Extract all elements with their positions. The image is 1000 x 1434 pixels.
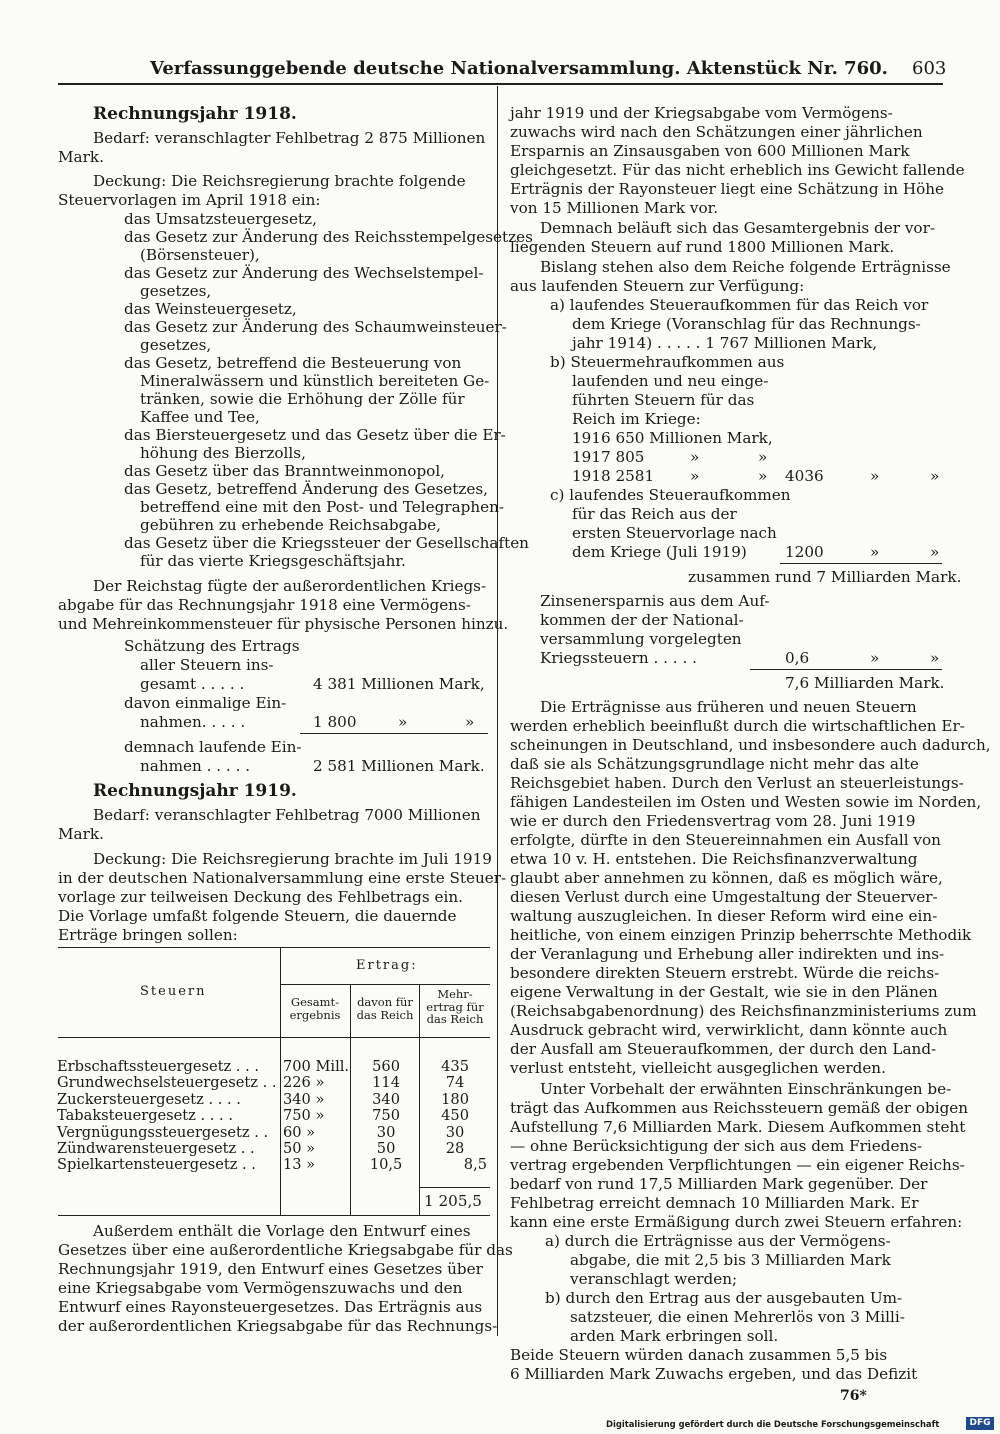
zins-line: kommen der der National-	[540, 611, 744, 629]
estimate-value-running: 2 581 Millionen Mark.	[313, 757, 485, 775]
reichstag-para-line-3: und Mehreinkommensteuer für physische Personen hinzu.	[58, 615, 509, 633]
header-rule	[58, 83, 943, 85]
discussion-line: scheinungen in Deutschland, und insbesondere auch dadurch,	[510, 736, 991, 754]
table-row	[54, 1157, 490, 1173]
addendum-line: Gesetzes über eine außerordentliche Kriegsabgabe für das	[58, 1241, 513, 1259]
tax-mehr: 180	[441, 1090, 469, 1108]
right-para-line: von 15 Millionen Mark vor.	[510, 199, 719, 217]
zins-value: 0,6	[785, 649, 810, 667]
law-list-line: das Gesetz zur Änderung des Wechselstempel-	[124, 264, 484, 282]
table-col-steuern: Steuern	[140, 984, 207, 999]
tax-mehr: 74	[445, 1074, 465, 1092]
discussion-line: eigene Verwaltung in der Gestalt, wie sie in den Plänen	[510, 983, 938, 1001]
estimate-value-total: 4 381 Millionen Mark,	[313, 675, 485, 693]
bedarf-1918-line-1: Bedarf: veranschlagter Fehlbetrag 2 875 Millionen	[93, 129, 486, 147]
discussion-line: (Reichsabgabenordnung) des Reichsfinanzministeriums zum	[510, 1002, 977, 1020]
reservation-line: bedarf von rund 17,5 Milliarden Mark gegenüber. Der	[510, 1175, 928, 1193]
tax-gesamt: 50 »	[282, 1140, 316, 1158]
law-list-line: betreffend eine mit den Post- und Telegraphen-	[140, 498, 505, 516]
ditto-mark: »	[930, 467, 940, 485]
reservation-line: Fehlbetrag erreicht demnach 10 Milliarden Mark. Er	[510, 1194, 919, 1212]
table-row	[54, 1125, 490, 1141]
addendum-line: der außerordentlichen Kriegsabgabe für das Rechnungs-	[58, 1317, 498, 1335]
tax-name: Zuckersteuergesetz . . . .	[57, 1090, 241, 1108]
tax-gesamt: 13 »	[282, 1156, 316, 1174]
table-top-rule	[58, 947, 490, 948]
law-list-line: das Gesetz über das Branntweinmonopol,	[124, 462, 445, 480]
addendum-line: eine Kriegsabgabe vom Vermögenszuwachs und den	[58, 1279, 463, 1297]
tax-gesamt: 60 »	[282, 1123, 316, 1141]
tax-reich: 560	[372, 1058, 400, 1075]
item-a-line: dem Kriege (Voranschlag für das Rechnungs-	[572, 315, 921, 333]
item-b-line: b) Steuermehraufkommen aus	[550, 353, 785, 371]
discussion-line: wie er durch den Friedensvertrag vom 28. Juni 1919	[510, 812, 916, 830]
table-col-mehr: Mehr-ertrag für das Reich	[426, 987, 484, 1026]
tax-reich: 750	[372, 1107, 400, 1125]
item-c-value: 1200	[785, 543, 824, 561]
dfg-logo: DFG	[966, 1417, 994, 1430]
discussion-line: daß sie als Schätzungsgrundlage nicht mehr das alte	[510, 755, 919, 773]
law-list-line: das Gesetz zur Änderung des Reichsstempelgesetzes	[124, 228, 533, 246]
estimate-label: Schätzung des Ertrags	[124, 637, 300, 655]
signature-mark: 76*	[840, 1388, 867, 1404]
item-a-line: jahr 1914) . . . . . 1 767 Millionen Mark,	[572, 334, 878, 352]
item-c-line: ersten Steuervorlage nach	[572, 524, 777, 542]
ditto-mark: »	[870, 649, 880, 667]
discussion-line: Ausdruck gebracht wird, verwirklicht, dann könnte auch	[510, 1021, 948, 1039]
deckung-1919-line: Erträge bringen sollen:	[58, 926, 238, 944]
table-bottom-rule	[58, 1215, 490, 1216]
item-a-line: a) laufendes Steueraufkommen für das Reich vor	[550, 296, 929, 314]
discussion-line: glaubt aber annehmen zu können, daß es möglich wäre,	[510, 869, 943, 887]
addendum-line: Außerdem enthält die Vorlage den Entwurf eines	[93, 1222, 471, 1240]
law-list-line: Kaffee und Tee,	[140, 408, 260, 426]
zusammen-line: zusammen rund 7 Milliarden Mark.	[688, 568, 962, 586]
deckung-1918-line-1: Deckung: Die Reichsregierung brachte folgende	[93, 172, 466, 190]
sum-rule	[780, 563, 942, 564]
discussion-line: werden erheblich beeinflußt durch die wirtschaftlichen Er-	[510, 717, 965, 735]
right-para-line: gleichgesetzt. Für das nicht erheblich ins Gewicht fallende	[510, 161, 965, 179]
reservation-line: Unter Vorbehalt der erwähnten Einschränkungen be-	[540, 1080, 952, 1098]
estimate-value-onetime: 1 800	[313, 713, 357, 731]
table-sum-rule	[419, 1187, 490, 1188]
discussion-line: Reichsgebiet haben. Durch den Verlust an steuerleistungs-	[510, 774, 964, 792]
law-list-line: Mineralwässern und künstlich bereiteten Ge-	[140, 372, 490, 390]
law-list-line: das Gesetz über die Kriegssteuer der Gesellschaften	[124, 534, 529, 552]
estimate-label: gesamt . . . . .	[140, 675, 245, 693]
final-line: Beide Steuern würden danach zusammen 5,5 bis	[510, 1346, 888, 1364]
page-number: 603	[912, 58, 947, 79]
tax-name: Grundwechselsteuergesetz . .	[57, 1074, 277, 1092]
item-b-line: führten Steuern für das	[572, 391, 755, 409]
section-heading-1919: Rechnungsjahr 1919.	[93, 781, 297, 801]
table-col-ertrag: Ertrag:	[356, 958, 418, 973]
tax-gesamt: 750 »	[282, 1107, 325, 1125]
table-row	[54, 1141, 490, 1157]
column-divider	[497, 86, 498, 1336]
law-list-line: das Gesetz, betreffend Änderung des Gesetzes,	[124, 480, 489, 498]
ditto-mark: »	[465, 713, 475, 731]
reservation-line: — ohne Berücksichtigung der sich aus dem Friedens-	[510, 1137, 923, 1155]
discussion-line: der Ausfall am Steueraufkommen, der durch den Land-	[510, 1040, 937, 1058]
right-para-line: Ersparnis an Zinsausgaben von 600 Millionen Mark	[510, 142, 910, 160]
list-item-b: arden Mark erbringen soll.	[570, 1327, 779, 1345]
tax-name: Tabaksteuergesetz . . . .	[57, 1107, 233, 1125]
item-b-line: laufenden und neu einge-	[572, 372, 769, 390]
list-item-a: abgabe, die mit 2,5 bis 3 Milliarden Mark	[570, 1251, 891, 1269]
ditto-mark: »	[690, 467, 700, 485]
tax-name: Vergnügungssteuergesetz . .	[57, 1123, 269, 1141]
table-row	[54, 1075, 490, 1091]
law-list-line: das Gesetz, betreffend die Besteuerung von	[124, 354, 462, 372]
tax-mehr: 435	[441, 1058, 469, 1075]
tax-name: Spielkartensteuergesetz . .	[57, 1156, 256, 1174]
law-list-line: tränken, sowie die Erhöhung der Zölle für	[140, 390, 465, 408]
law-list-line: das Weinsteuergesetz,	[124, 300, 297, 318]
right-para-line: Erträgnis der Rayonsteuer liegt eine Schätzung in Höhe	[510, 180, 945, 198]
ditto-mark: »	[398, 713, 408, 731]
law-list-line: gesetzes,	[140, 336, 212, 354]
bedarf-1919-line-1: Bedarf: veranschlagter Fehlbetrag 7000 Millionen	[93, 806, 481, 824]
discussion-line: verlust entsteht, vielleicht ausgeglichen werden.	[510, 1059, 886, 1077]
right-para-line: Bislang stehen also dem Reiche folgende Erträgnisse	[540, 258, 951, 276]
item-b-sum: 4036	[785, 467, 824, 485]
estimate-label: davon einmalige Ein-	[124, 694, 287, 712]
reichstag-para-line-1: Der Reichstag fügte der außerordentlichen Kriegs-	[93, 577, 487, 595]
table-row	[54, 1092, 490, 1108]
discussion-line: erfolgte, dürfte in den Steuereinnahmen ein Ausfall von	[510, 831, 941, 849]
right-para-line: aus laufenden Steuern zur Verfügung:	[510, 277, 805, 295]
discussion-line: waltung auszugleichen. In dieser Reform wird eine ein-	[510, 907, 938, 925]
law-list-line: gebühren zu erhebende Reichsabgabe,	[140, 516, 441, 534]
deckung-1919-line: vorlage zur teilweisen Deckung des Fehlbetrags ein.	[58, 888, 463, 906]
reservation-line: trägt das Aufkommen aus Reichssteuern gemäß der obigen	[510, 1099, 969, 1117]
list-item-b: b) durch den Ertrag aus der ausgebauten Um-	[545, 1289, 903, 1307]
deckung-1919-line: Die Vorlage umfaßt folgende Steuern, die dauernde	[58, 907, 457, 925]
tax-table	[54, 1059, 490, 1174]
estimate-rule	[300, 733, 488, 734]
addendum-line: Entwurf eines Rayonsteuergesetzes. Das Erträgnis aus	[58, 1298, 483, 1316]
discussion-line: etwa 10 v. H. entstehen. Die Reichsfinanzverwaltung	[510, 850, 918, 868]
ditto-mark: »	[758, 448, 768, 466]
law-list-line: das Biersteuergesetz und das Gesetz über die Er-	[124, 426, 506, 444]
page-header-title: Verfassunggebende deutsche Nationalversammlung. Aktenstück Nr. 760.	[150, 58, 888, 79]
discussion-line: heitliche, von einem einzigen Prinzip beherrschte Methodik	[510, 926, 972, 944]
ditto-mark: »	[870, 467, 880, 485]
table-row	[54, 1108, 490, 1124]
list-item-a: a) durch die Erträgnisse aus der Vermögens-	[545, 1232, 891, 1250]
discussion-line: der Veranlagung und Erhebung aller indirekten und ins-	[510, 945, 945, 963]
deckung-1918-line-2: Steuervorlagen im April 1918 ein:	[58, 191, 321, 209]
reservation-line: Aufstellung 7,6 Milliarden Mark. Diesem Aufkommen steht	[510, 1118, 966, 1136]
tax-gesamt: 340 »	[282, 1090, 325, 1108]
tax-reich: 50	[376, 1140, 396, 1158]
discussion-line: besondere direkten Steuern erstrebt. Würde die reichs-	[510, 964, 940, 982]
tax-gesamt: 700 Mill.	[282, 1058, 350, 1075]
list-item-b: satzsteuer, die einen Mehrerlös von 3 Milli-	[570, 1308, 905, 1326]
tax-gesamt: 226 »	[282, 1074, 325, 1092]
estimate-label: aller Steuern ins-	[140, 656, 274, 674]
law-list-line: (Börsensteuer),	[140, 246, 260, 264]
table-col-reich: davon für das Reich	[356, 995, 414, 1022]
discussion-line: Die Erträgnisse aus früheren und neuen Steuern	[540, 698, 917, 716]
right-para-line: Demnach beläuft sich das Gesamtergebnis der vor-	[540, 219, 935, 237]
list-item-a: veranschlagt werden;	[570, 1270, 738, 1288]
ditto-mark: »	[870, 543, 880, 561]
discussion-line: fähigen Landesteilen im Osten und Westen sowie im Norden,	[510, 793, 982, 811]
item-b-year: 1918 2581	[572, 467, 655, 485]
deckung-1919-line: in der deutschen Nationalversammlung eine erste Steuer-	[58, 869, 507, 887]
reservation-line: vertrag ergebenden Verpflichtungen — ein eigener Reichs-	[510, 1156, 965, 1174]
item-b-year: 1917 805	[572, 448, 645, 466]
item-b-year: 1916 650 Millionen Mark,	[572, 429, 773, 447]
addendum-line: Rechnungsjahr 1919, den Entwurf eines Gesetzes über	[58, 1260, 483, 1278]
bedarf-1919-line-2: Mark.	[58, 825, 104, 843]
right-para-line: jahr 1919 und der Kriegsabgabe vom Vermögens-	[510, 104, 893, 122]
table-col-gesamt: Gesamt-ergebnis	[289, 995, 341, 1022]
reservation-line: kann eine erste Ermäßigung durch zwei Steuern erfahren:	[510, 1213, 963, 1231]
item-c-line: für das Reich aus der	[572, 505, 737, 523]
tax-reich: 114	[372, 1074, 400, 1092]
item-c-line: dem Kriege (Juli 1919)	[572, 543, 747, 561]
item-c-line: c) laufendes Steueraufkommen	[550, 486, 791, 504]
final-line: 6 Milliarden Mark Zuwachs ergeben, und das Defizit	[510, 1365, 918, 1383]
footer-text: Digitalisierung gefördert durch die Deutsche Forschungsgemeinschaft	[606, 1419, 940, 1429]
zins-line: Kriegssteuern . . . . .	[540, 649, 697, 667]
table-subrule	[280, 984, 490, 985]
table-total: 1 205,5	[424, 1192, 482, 1210]
discussion-line: diesen Verlust durch eine Umgestaltung der Steuerver-	[510, 888, 938, 906]
zins-line: Zinsenersparnis aus dem Auf-	[540, 592, 770, 610]
total-line: 7,6 Milliarden Mark.	[785, 674, 945, 692]
sum-rule	[750, 669, 942, 670]
ditto-mark: »	[930, 543, 940, 561]
reichstag-para-line-2: abgabe für das Rechnungsjahr 1918 eine Vermögens-	[58, 596, 471, 614]
ditto-mark: »	[930, 649, 940, 667]
item-b-line: Reich im Kriege:	[572, 410, 701, 428]
law-list-line: für das vierte Kriegsgeschäftsjahr.	[140, 552, 406, 570]
law-list-line: das Umsatzsteuergesetz,	[124, 210, 317, 228]
tax-name: Zündwarensteuergesetz . .	[57, 1140, 255, 1158]
ditto-mark: »	[690, 448, 700, 466]
zins-line: versammlung vorgelegten	[540, 630, 742, 648]
tax-mehr: 28	[445, 1140, 465, 1158]
bedarf-1918-line-2: Mark.	[58, 148, 104, 166]
tax-mehr: 8,5	[463, 1156, 487, 1174]
tax-reich: 340	[372, 1090, 400, 1108]
table-header-rule	[58, 1037, 490, 1038]
law-list-line: höhung des Bierzolls,	[140, 444, 306, 462]
ditto-mark: »	[758, 467, 768, 485]
table-row	[54, 1059, 490, 1075]
law-list-line: das Gesetz zur Änderung des Schaumweinsteuer-	[124, 318, 507, 336]
tax-reich: 30	[376, 1123, 396, 1141]
tax-reich: 10,5	[369, 1156, 403, 1174]
tax-mehr: 30	[445, 1123, 465, 1141]
estimate-label: nahmen . . . . .	[140, 757, 251, 775]
tax-name: Erbschaftssteuergesetz . . .	[57, 1058, 259, 1075]
estimate-label: nahmen. . . . .	[140, 713, 246, 731]
law-list-line: gesetzes,	[140, 282, 212, 300]
section-heading-1918: Rechnungsjahr 1918.	[93, 104, 297, 124]
right-para-line: zuwachs wird nach den Schätzungen einer jährlichen	[510, 123, 923, 141]
tax-mehr: 450	[441, 1107, 469, 1125]
estimate-label: demnach laufende Ein-	[124, 738, 302, 756]
right-para-line: liegenden Steuern auf rund 1800 Millionen Mark.	[510, 238, 895, 256]
deckung-1919-line: Deckung: Die Reichsregierung brachte im Juli 1919	[93, 850, 492, 868]
